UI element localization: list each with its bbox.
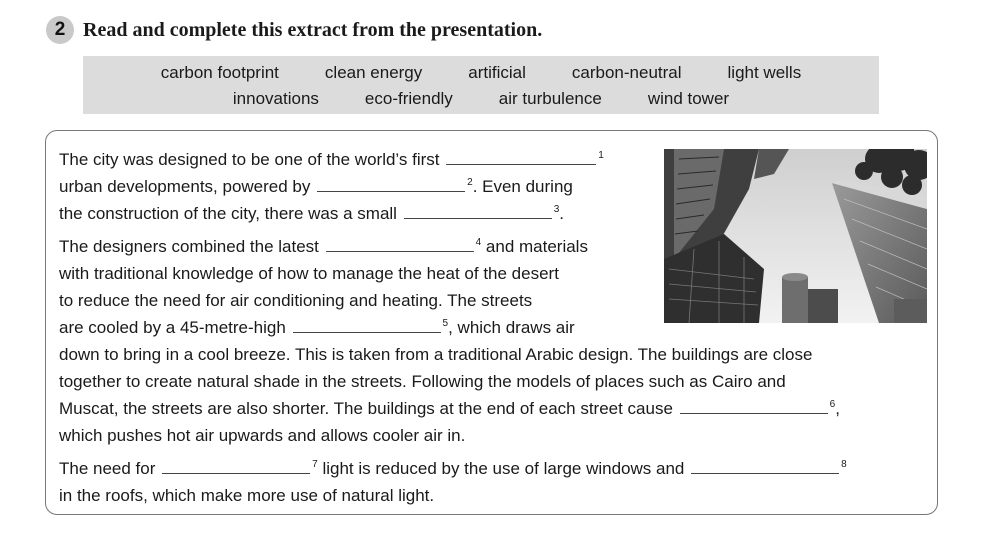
text-line: The need for <box>59 459 156 478</box>
blank-number-3: 3 <box>553 204 560 215</box>
text-line: , which draws air <box>448 318 575 337</box>
blank-7[interactable] <box>162 459 310 474</box>
blank-number-7: 7 <box>312 459 318 470</box>
word-bank-item[interactable]: carbon-neutral <box>571 63 682 82</box>
text-line: down to bring in a cool breeze. This is taken from a traditional Arabic design. The buildings are close <box>59 345 813 364</box>
word-bank-item[interactable]: light wells <box>727 63 802 82</box>
text-line: together to create natural shade in the streets. Following the models of places such as Cairo and <box>59 372 786 391</box>
extract-text <box>59 146 929 509</box>
word-bank-item[interactable]: clean energy <box>324 63 423 82</box>
blank-number-6: 6 <box>829 399 836 410</box>
text-line: which pushes hot air upwards and allows cooler air in. <box>59 426 466 445</box>
blank-number-5: 5 <box>442 318 449 329</box>
text-line: light is reduced by the use of large windows and <box>322 459 685 478</box>
word-bank-item[interactable]: wind tower <box>647 89 730 108</box>
text-line: urban developments, powered by <box>59 177 311 196</box>
text-line: are cooled by a 45-metre-high <box>59 318 286 337</box>
text-line: . Even during <box>472 177 573 196</box>
word-bank-item[interactable]: innovations <box>232 89 319 108</box>
blank-5[interactable] <box>293 318 441 333</box>
blank-8[interactable] <box>691 459 839 474</box>
text-line: and materials <box>485 237 588 256</box>
word-bank-item[interactable]: carbon footprint <box>160 63 279 82</box>
text-line: , <box>835 399 840 418</box>
blank-6[interactable] <box>680 399 828 414</box>
text-line: to reduce the need for air conditioning and heating. The streets <box>59 291 533 310</box>
text-line: The designers combined the latest <box>59 237 319 256</box>
text-line: the construction of the city, there was a small <box>59 204 397 223</box>
blank-2[interactable] <box>317 177 465 192</box>
word-bank-row-2 <box>83 86 879 112</box>
paragraph-1 <box>59 146 929 227</box>
blank-number-4: 4 <box>475 237 482 248</box>
blank-number-2: 2 <box>467 177 473 188</box>
blank-3[interactable] <box>404 204 552 219</box>
word-bank-item[interactable]: artificial <box>468 63 526 82</box>
exercise-instruction: Read and complete this extract from the presentation. <box>83 18 543 41</box>
blank-4[interactable] <box>326 237 474 252</box>
exercise-number-badge: 2 <box>46 16 74 44</box>
word-bank-row-1 <box>83 60 879 86</box>
text-line: with traditional knowledge of how to manage the heat of the desert <box>59 264 559 283</box>
text-line: . <box>559 204 564 223</box>
exercise-header <box>46 16 542 44</box>
paragraph-2 <box>59 233 929 449</box>
word-bank-item[interactable]: air turbulence <box>498 89 602 108</box>
word-bank-item[interactable]: eco-friendly <box>364 89 453 108</box>
text-line: Muscat, the streets are also shorter. The buildings at the end of each street cause <box>59 399 673 418</box>
text-line: in the roofs, which make more use of natural light. <box>59 486 435 505</box>
paragraph-3 <box>59 455 929 509</box>
text-line: The city was designed to be one of the world’s first <box>59 150 440 169</box>
blank-number-1: 1 <box>598 150 604 161</box>
blank-number-8: 8 <box>841 459 847 470</box>
word-bank <box>83 56 879 114</box>
blank-1[interactable] <box>446 150 596 165</box>
